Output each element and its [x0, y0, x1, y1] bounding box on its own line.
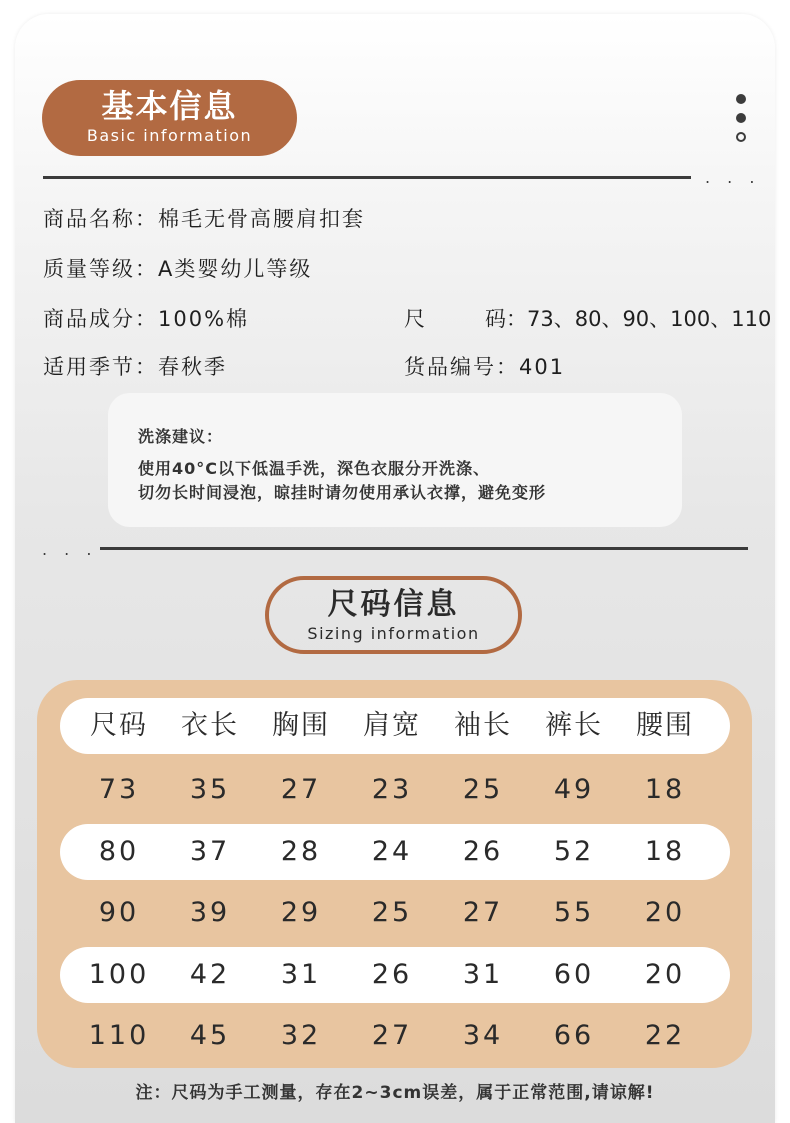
header-cell: 袖长: [454, 710, 512, 741]
table-cell: 23: [371, 774, 413, 805]
table-cell: 55: [553, 897, 595, 928]
header-cell: 裤长: [545, 710, 603, 741]
table-cell: 60: [553, 959, 595, 990]
basic-info-subtitle: Basic information: [86, 126, 253, 145]
table-cell: 52: [553, 836, 595, 867]
table-row: [60, 824, 730, 880]
divider-line-bottom: [100, 547, 748, 550]
table-cell: 90: [98, 897, 140, 928]
dots-decoration: [736, 94, 748, 151]
divider-ellipsis-bottom: . . .: [42, 540, 98, 559]
item-number: 货品编号：401: [404, 355, 566, 379]
table-cell: 22: [644, 1020, 686, 1051]
table-cell: 25: [371, 897, 413, 928]
table-cell: 42: [189, 959, 231, 990]
size-values: 码：73、80、90、100、110: [485, 307, 772, 331]
table-cell: 20: [644, 959, 686, 990]
table-cell: 27: [371, 1020, 413, 1051]
product-name: 商品名称：棉毛无骨高腰肩扣套: [43, 207, 365, 231]
dot-icon: [736, 94, 746, 104]
table-cell: 100: [88, 959, 150, 990]
table-cell: 32: [280, 1020, 322, 1051]
table-cell: 110: [88, 1020, 150, 1051]
table-row: [60, 762, 730, 818]
table-cell: 80: [98, 836, 140, 867]
table-cell: 29: [280, 897, 322, 928]
size-label: 尺: [404, 307, 427, 331]
washing-advice-title: 洗涤建议：: [138, 427, 224, 446]
sizing-info-badge: [265, 576, 522, 654]
basic-info-title: 基本信息: [101, 87, 238, 125]
material: 商品成分：100%棉: [43, 307, 250, 331]
header-cell: 腰围: [636, 710, 694, 741]
sizing-info-title: 尺码信息: [327, 587, 460, 622]
table-cell: 31: [280, 959, 322, 990]
season: 适用季节：春秋季: [43, 355, 227, 379]
table-row: [60, 947, 730, 1003]
table-cell: 27: [462, 897, 504, 928]
divider-line-top: [43, 176, 691, 179]
washing-advice-line-1: 使用40°C以下低温手洗，深色衣服分开洗涤、: [138, 459, 491, 478]
table-cell: 26: [371, 959, 413, 990]
washing-advice-box: [108, 393, 682, 527]
table-cell: 27: [280, 774, 322, 805]
dot-icon: [736, 113, 746, 123]
sizing-info-subtitle: Sizing information: [307, 624, 480, 643]
table-cell: 31: [462, 959, 504, 990]
table-cell: 20: [644, 897, 686, 928]
table-cell: 25: [462, 774, 504, 805]
table-cell: 66: [553, 1020, 595, 1051]
table-cell: 18: [644, 774, 686, 805]
quality-grade: 质量等级：A类婴幼儿等级: [43, 257, 313, 281]
table-cell: 26: [462, 836, 504, 867]
measurement-note: 注：尺码为手工测量，存在2~3cm误差，属于正常范围,请谅解!: [135, 1083, 655, 1103]
header-cell: 肩宽: [363, 710, 421, 741]
header-cell: 衣长: [181, 710, 239, 741]
table-cell: 28: [280, 836, 322, 867]
table-row: [60, 1008, 730, 1064]
size-table-header: [60, 698, 730, 754]
header-cell: 尺码: [90, 710, 148, 741]
table-cell: 35: [189, 774, 231, 805]
table-cell: 45: [189, 1020, 231, 1051]
table-cell: 49: [553, 774, 595, 805]
table-cell: 73: [98, 774, 140, 805]
table-cell: 18: [644, 836, 686, 867]
header-cell: 胸围: [272, 710, 330, 741]
table-cell: 37: [189, 836, 231, 867]
table-cell: 34: [462, 1020, 504, 1051]
divider-ellipsis-top: . . .: [705, 168, 761, 187]
hollow-dot-icon: [736, 132, 746, 142]
table-cell: 39: [189, 897, 231, 928]
washing-advice-line-2: 切勿长时间浸泡，晾挂时请勿使用承认衣撑，避免变形: [138, 483, 547, 502]
basic-info-badge: [42, 80, 297, 156]
table-cell: 24: [371, 836, 413, 867]
table-row: [60, 885, 730, 941]
